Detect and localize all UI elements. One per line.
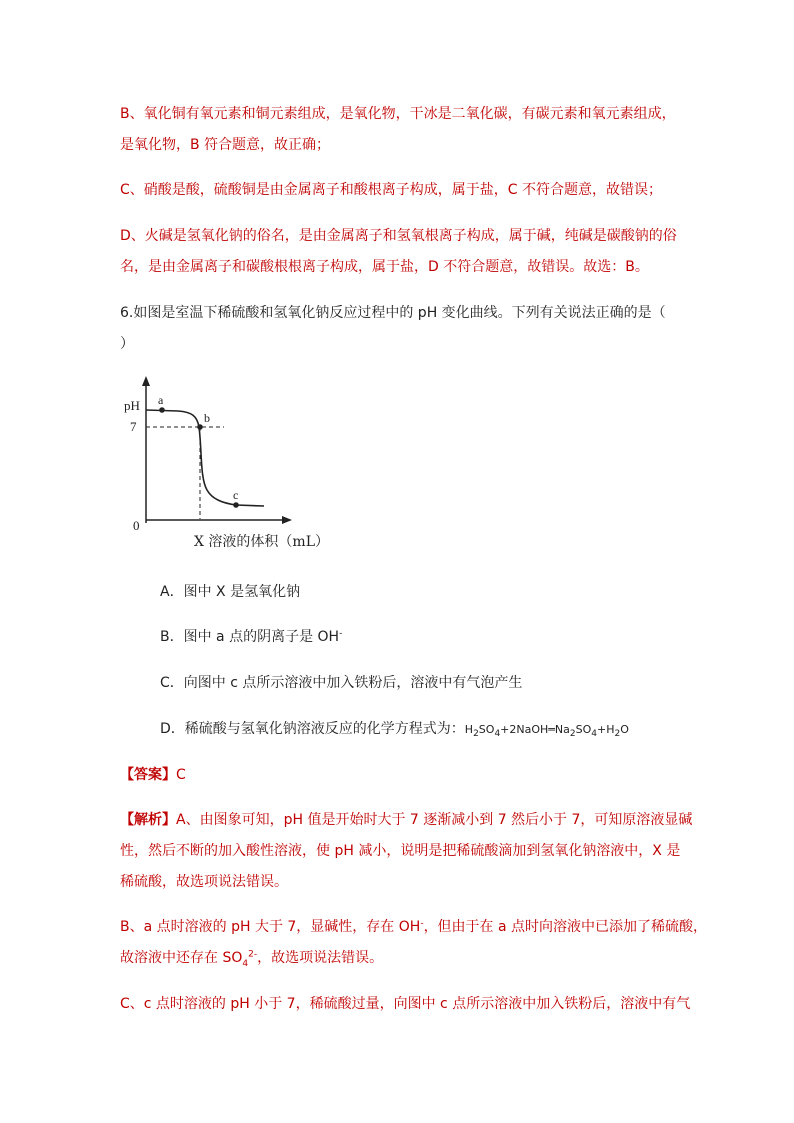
analysis-b-line1: B、a 点时溶液的 pH 大于 7，显碱性，存在 OH-，但由于在 a 点时向溶液中已添加了稀硫酸，	[120, 918, 708, 935]
y-tick-7: 7	[130, 419, 137, 434]
point-b-label: b	[204, 411, 210, 425]
question-6-line1: 6.如图是室温下稀硫酸和氢氧化钠反应过程中的 pH 变化曲线。下列有关说法正确的是（	[120, 305, 666, 321]
prev-answer-b-line2: 是氧化物，B 符合题意，故正确；	[120, 137, 331, 153]
chemical-equation: $H_2SO_4+2NaOH═Na_2SO_4+H_2O$	[464, 723, 629, 740]
point-c	[233, 502, 239, 508]
answer-line	[120, 765, 186, 785]
y-axis-arrow	[142, 376, 150, 386]
analysis-c-line1: C、c 点时溶液的 pH 小于 7，稀硫酸过量，向图中 c 点所示溶液中加入铁粉后，溶液中有气	[120, 996, 691, 1012]
option-d: D．稀硫酸与氢氧化钠溶液反应的化学方程式为：$H_2SO_4+2NaOH═Na_2SO_4+H_2O$	[160, 721, 629, 740]
point-b	[197, 424, 203, 430]
option-a: A．图中 X 是氢氧化钠	[160, 584, 301, 600]
point-a	[159, 407, 165, 413]
y-axis-label: pH	[124, 398, 140, 413]
point-a-label: a	[158, 393, 164, 407]
prev-answer-d-line2: 名，是由金属离子和碳酸根根离子构成，属于盐，D 不符合题意，故错误。故选：B。	[120, 259, 649, 275]
prev-answer-c: C、硝酸是酸，硫酸铜是由金属离子和酸根离子构成，属于盐，C 不符合题意，故错误；	[120, 182, 662, 198]
ph-curve-figure	[0, 0, 794, 560]
analysis-label: 【解析】	[120, 812, 176, 828]
prev-answer-b-line1: B、氧化铜有氧元素和铜元素组成，是氧化物，干冰是二氧化碳，有碳元素和氧元素组成，	[120, 106, 676, 122]
answer-label: 【答案】	[120, 767, 176, 783]
prev-answer-d-line1: D、火碱是氢氧化钠的俗名，是由金属离子和氢氧根离子构成，属于碱，纯碱是碳酸钠的俗	[120, 228, 677, 244]
x-axis-label: X 溶液的体积（mL）	[194, 534, 329, 550]
point-c-label: c	[233, 488, 239, 502]
analysis-a-line3: 稀硫酸，故选项说法错误。	[120, 874, 288, 890]
x-axis-arrow	[282, 516, 292, 524]
answer-value: C	[176, 767, 186, 783]
option-b: B．图中 a 点的阴离子是 OH-	[160, 628, 343, 645]
analysis-b-line2: 故溶液中还存在 $SO_4^{2-}$，故选项说法错误。	[120, 949, 384, 969]
analysis-a-line1: 【解析】A、由图象可知，pH 值是开始时大于 7 逐渐减小到 7 然后小于 7，可知原溶液显碱	[120, 812, 693, 828]
analysis-a-line2: 性，然后不断的加入酸性溶液，使 pH 减小，说明是把稀硫酸滴加到氢氧化钠溶液中，X 是	[120, 843, 681, 859]
option-c: C．向图中 c 点所示溶液中加入铁粉后，溶液中有气泡产生	[160, 675, 523, 691]
origin-label: 0	[133, 518, 140, 533]
question-6-line2: ）	[120, 336, 134, 352]
